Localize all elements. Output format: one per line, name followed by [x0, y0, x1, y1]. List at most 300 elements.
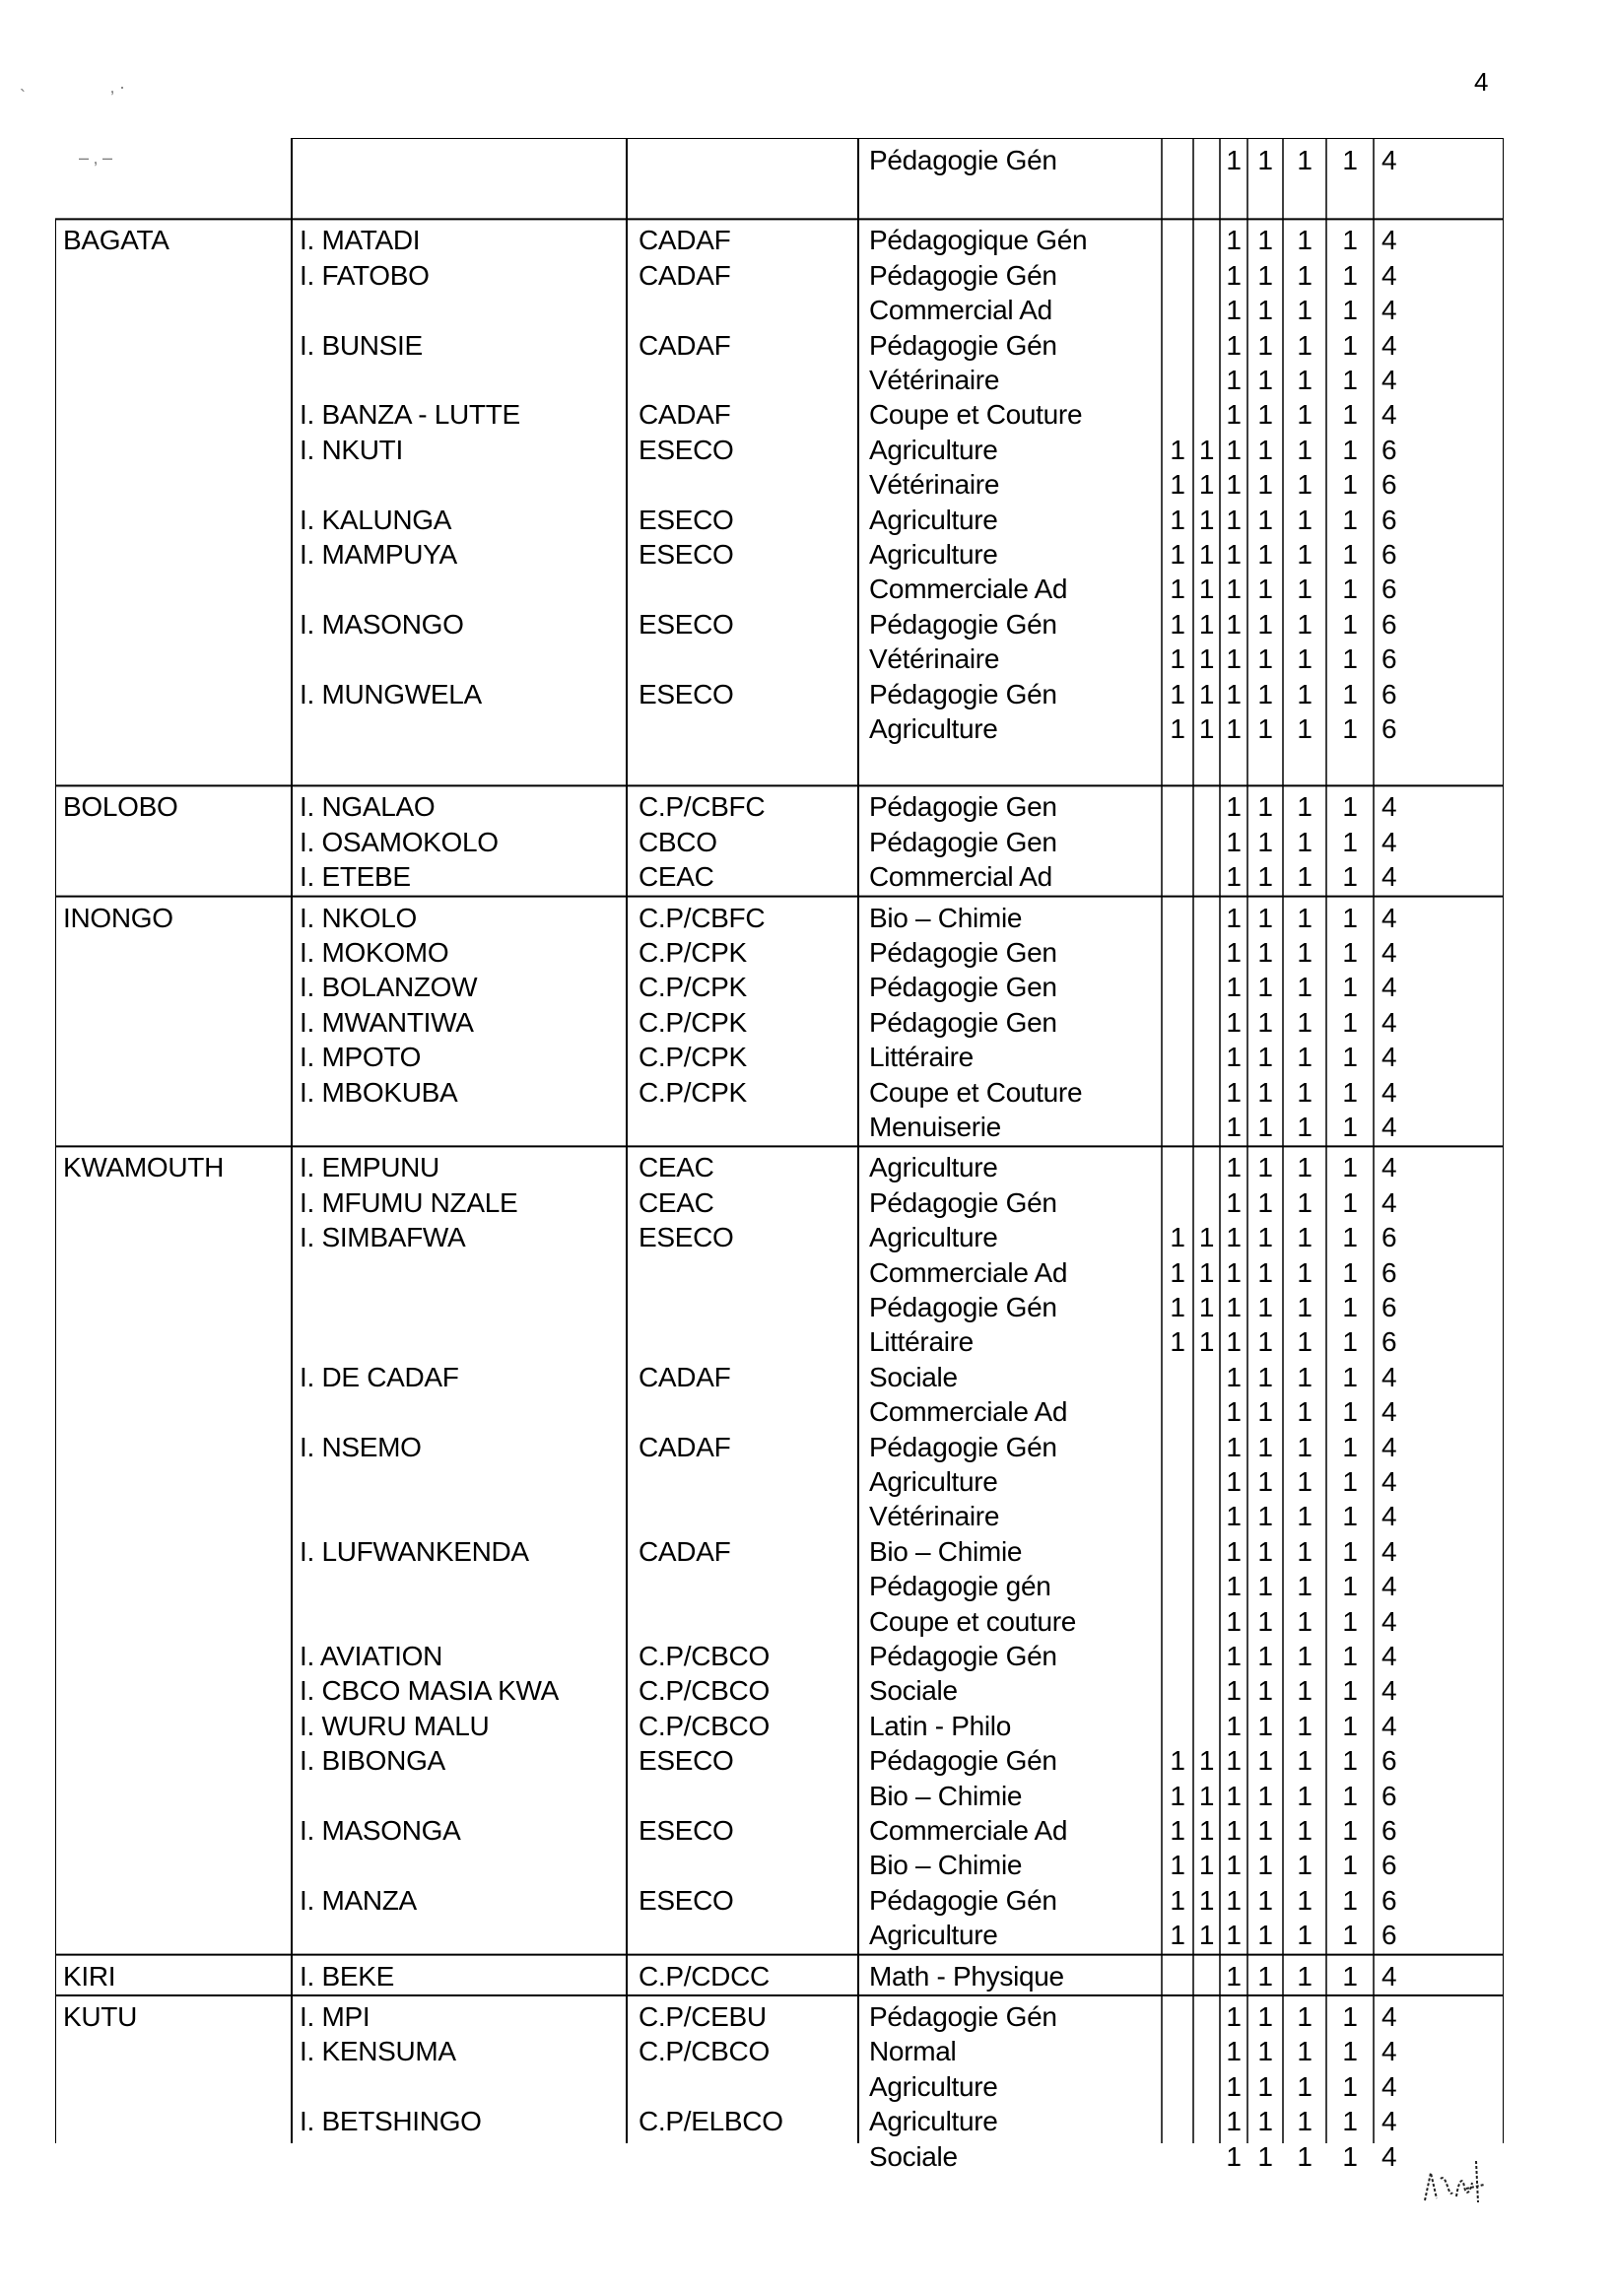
class-count-cell: 1 — [1257, 2036, 1273, 2067]
class-count-cell: 1 — [1297, 1884, 1313, 1916]
class-count-cell: 1 — [1257, 1571, 1273, 1602]
class-count-cell: 1 — [1257, 1326, 1273, 1358]
total-cell: 6 — [1381, 539, 1397, 570]
class-count-cell: 1 — [1198, 574, 1215, 605]
class-count-cell: 1 — [1226, 1361, 1242, 1392]
class-count-cell: 1 — [1342, 1605, 1358, 1637]
institution-cell: I. BIBONGA — [300, 1745, 445, 1777]
class-count-cell: 1 — [1342, 1222, 1358, 1253]
class-count-cell: 1 — [1257, 1186, 1273, 1218]
network-cell: ESECO — [639, 1815, 734, 1846]
institution-cell: I. MFUMU NZALE — [300, 1186, 518, 1218]
class-count-cell: 1 — [1342, 2001, 1358, 2032]
class-count-cell: 1 — [1297, 1006, 1313, 1038]
class-count-cell: 1 — [1257, 1960, 1273, 1992]
total-cell: 4 — [1381, 1571, 1397, 1602]
class-count-cell: 1 — [1297, 791, 1313, 823]
option-cell: Menuiserie — [869, 1112, 1001, 1142]
class-count-cell: 1 — [1297, 1292, 1313, 1322]
class-count-cell: 1 — [1226, 902, 1242, 933]
class-count-cell: 1 — [1342, 365, 1358, 395]
class-count-cell: 1 — [1342, 1042, 1358, 1073]
class-count-cell: 1 — [1297, 434, 1313, 465]
class-count-cell: 1 — [1297, 1641, 1313, 1671]
total-cell: 6 — [1381, 574, 1397, 605]
class-count-cell: 1 — [1226, 1152, 1242, 1183]
total-cell: 6 — [1381, 1920, 1397, 1951]
class-count-cell: 1 — [1257, 1292, 1273, 1322]
class-count-cell: 1 — [1297, 1501, 1313, 1532]
option-cell: Bio – Chimie — [869, 902, 1023, 933]
class-count-cell: 1 — [1297, 2070, 1313, 2102]
class-count-cell: 1 — [1257, 504, 1273, 535]
class-count-cell: 1 — [1257, 1605, 1273, 1637]
class-count-cell: 1 — [1226, 1884, 1242, 1916]
class-count-cell: 1 — [1297, 2106, 1313, 2137]
class-count-cell: 1 — [1198, 1884, 1215, 1916]
class-count-cell: 1 — [1257, 902, 1273, 933]
total-cell: 6 — [1381, 1256, 1397, 1288]
class-count-cell: 1 — [1257, 2001, 1273, 2032]
class-count-cell: 1 — [1297, 1222, 1313, 1253]
class-count-cell: 1 — [1297, 1256, 1313, 1288]
network-cell: ESECO — [639, 434, 734, 465]
class-count-cell: 1 — [1297, 329, 1313, 361]
network-cell: C.P/CBCO — [639, 1675, 770, 1707]
class-count-cell: 1 — [1342, 225, 1358, 256]
class-count-cell: 1 — [1342, 1256, 1358, 1288]
class-count-cell: 1 — [1170, 539, 1185, 570]
institution-cell: I. MASONGA — [300, 1815, 461, 1846]
class-count-cell: 1 — [1170, 434, 1185, 465]
option-cell: Vétérinaire — [869, 1501, 1000, 1532]
class-count-cell: 1 — [1342, 469, 1358, 501]
class-count-cell: 1 — [1257, 1535, 1273, 1567]
class-count-cell: 1 — [1342, 1361, 1358, 1392]
total-cell: 6 — [1381, 1292, 1397, 1322]
class-count-cell: 1 — [1198, 1292, 1215, 1322]
class-count-cell: 1 — [1342, 399, 1358, 431]
class-count-cell: 1 — [1226, 1675, 1242, 1707]
class-count-cell: 1 — [1226, 972, 1242, 1003]
total-cell: 4 — [1381, 861, 1397, 893]
class-count-cell: 1 — [1257, 1006, 1273, 1038]
class-count-cell: 1 — [1342, 329, 1358, 361]
class-count-cell: 1 — [1170, 1920, 1185, 1951]
class-count-cell: 1 — [1257, 259, 1273, 291]
class-count-cell: 1 — [1170, 1745, 1185, 1777]
class-count-cell: 1 — [1170, 713, 1185, 744]
class-count-cell: 1 — [1226, 2036, 1242, 2067]
class-count-cell: 1 — [1198, 539, 1215, 570]
class-count-cell: 1 — [1257, 1256, 1273, 1288]
class-count-cell: 1 — [1257, 861, 1273, 893]
option-cell: Commercial Ad — [869, 295, 1052, 326]
class-count-cell: 1 — [1297, 1745, 1313, 1777]
institution-cell: I. EMPUNU — [300, 1152, 439, 1183]
total-cell: 6 — [1381, 678, 1397, 709]
class-count-cell: 1 — [1342, 1710, 1358, 1741]
total-cell: 4 — [1381, 902, 1397, 933]
total-cell: 4 — [1381, 1605, 1397, 1637]
class-count-cell: 1 — [1342, 1920, 1358, 1951]
total-cell: 4 — [1381, 1535, 1397, 1567]
class-count-cell: 1 — [1257, 574, 1273, 605]
total-cell: 4 — [1381, 225, 1397, 256]
class-count-cell: 1 — [1342, 1850, 1358, 1881]
class-count-cell: 1 — [1226, 1920, 1242, 1951]
institution-cell: I. BEKE — [300, 1960, 394, 1992]
total-cell: 4 — [1381, 1431, 1397, 1462]
class-count-cell: 1 — [1297, 259, 1313, 291]
class-count-cell: 1 — [1297, 1112, 1313, 1142]
institution-cell: I. MASONGO — [300, 608, 464, 640]
network-cell: C.P/CBCO — [639, 1641, 770, 1671]
class-count-cell: 1 — [1226, 2070, 1242, 2102]
province-cell: BAGATA — [63, 225, 169, 256]
class-count-cell: 1 — [1257, 713, 1273, 744]
class-count-cell: 1 — [1297, 2140, 1313, 2172]
network-cell: C.P/CPK — [639, 1042, 747, 1073]
class-count-cell: 1 — [1342, 608, 1358, 640]
class-count-cell: 1 — [1257, 1780, 1273, 1811]
total-cell: 6 — [1381, 1780, 1397, 1811]
handwritten-initials — [1419, 2153, 1488, 2207]
total-cell: 4 — [1381, 2001, 1397, 2032]
network-cell: CBCO — [639, 826, 717, 857]
class-count-cell: 1 — [1342, 1501, 1358, 1532]
option-cell: Agriculture — [869, 434, 998, 465]
option-cell: Vétérinaire — [869, 469, 1000, 501]
institution-cell: I. MPI — [300, 2001, 370, 2032]
option-cell: Littéraire — [869, 1042, 974, 1073]
class-count-cell: 1 — [1257, 678, 1273, 709]
total-cell: 6 — [1381, 1326, 1397, 1358]
class-count-cell: 1 — [1170, 1815, 1185, 1846]
class-count-cell: 1 — [1257, 2106, 1273, 2137]
total-cell: 4 — [1381, 1361, 1397, 1392]
class-count-cell: 1 — [1342, 826, 1358, 857]
class-count-cell: 1 — [1342, 937, 1358, 968]
network-cell: C.P/CPK — [639, 972, 747, 1003]
class-count-cell: 1 — [1297, 1710, 1313, 1741]
class-count-cell: 1 — [1257, 1501, 1273, 1532]
class-count-cell: 1 — [1342, 1745, 1358, 1777]
option-cell: Normal — [869, 2036, 957, 2067]
class-count-cell: 1 — [1226, 295, 1242, 326]
total-cell: 6 — [1381, 608, 1397, 640]
total-cell: 4 — [1381, 1396, 1397, 1428]
class-count-cell: 1 — [1342, 2106, 1358, 2137]
option-cell: Pédagogie Gen — [869, 826, 1057, 857]
class-count-cell: 1 — [1226, 1186, 1242, 1218]
class-count-cell: 1 — [1257, 1745, 1273, 1777]
option-cell: Agriculture — [869, 2070, 998, 2102]
option-cell: Math - Physique — [869, 1960, 1064, 1992]
class-count-cell: 1 — [1226, 2001, 1242, 2032]
inspection-table — [55, 138, 1504, 2172]
class-count-cell: 1 — [1297, 1431, 1313, 1462]
option-cell: Agriculture — [869, 713, 998, 744]
option-cell: Bio – Chimie — [869, 1850, 1023, 1881]
option-cell: Bio – Chimie — [869, 1780, 1023, 1811]
class-count-cell: 1 — [1342, 2070, 1358, 2102]
class-count-cell: 1 — [1226, 937, 1242, 968]
class-count-cell: 1 — [1226, 1605, 1242, 1637]
class-count-cell: 1 — [1226, 539, 1242, 570]
class-count-cell: 1 — [1257, 1431, 1273, 1462]
class-count-cell: 1 — [1170, 574, 1185, 605]
class-count-cell: 1 — [1342, 1292, 1358, 1322]
scan-speck: ‒ ‚ ‒ — [79, 148, 113, 168]
class-count-cell: 1 — [1257, 365, 1273, 395]
class-count-cell: 1 — [1226, 145, 1242, 175]
class-count-cell: 1 — [1198, 1256, 1215, 1288]
class-count-cell: 1 — [1198, 469, 1215, 501]
class-count-cell: 1 — [1257, 1112, 1273, 1142]
class-count-cell: 1 — [1297, 504, 1313, 535]
class-count-cell: 1 — [1226, 259, 1242, 291]
class-count-cell: 1 — [1257, 539, 1273, 570]
class-count-cell: 1 — [1226, 365, 1242, 395]
total-cell: 4 — [1381, 1186, 1397, 1218]
class-count-cell: 1 — [1226, 1042, 1242, 1073]
class-count-cell: 1 — [1226, 1076, 1242, 1108]
institution-cell: I. NSEMO — [300, 1431, 422, 1462]
class-count-cell: 1 — [1342, 713, 1358, 744]
option-cell: Pédagogie Gen — [869, 972, 1057, 1003]
network-cell: ESECO — [639, 608, 734, 640]
class-count-cell: 1 — [1342, 1675, 1358, 1707]
class-count-cell: 1 — [1297, 469, 1313, 501]
class-count-cell: 1 — [1170, 1850, 1185, 1881]
class-count-cell: 1 — [1297, 608, 1313, 640]
option-cell: Commercial Ad — [869, 861, 1052, 893]
total-cell: 4 — [1381, 1042, 1397, 1073]
class-count-cell: 1 — [1257, 826, 1273, 857]
class-count-cell: 1 — [1257, 1850, 1273, 1881]
class-count-cell: 1 — [1342, 434, 1358, 465]
class-count-cell: 1 — [1342, 145, 1358, 175]
class-count-cell: 1 — [1198, 1780, 1215, 1811]
class-count-cell: 1 — [1226, 329, 1242, 361]
class-count-cell: 1 — [1226, 399, 1242, 431]
total-cell: 4 — [1381, 1152, 1397, 1183]
institution-cell: I. MUNGWELA — [300, 678, 482, 709]
institution-cell: I. NGALAO — [300, 791, 436, 823]
class-count-cell: 1 — [1170, 1780, 1185, 1811]
class-count-cell: 1 — [1226, 574, 1242, 605]
class-count-cell: 1 — [1342, 1006, 1358, 1038]
class-count-cell: 1 — [1297, 1186, 1313, 1218]
institution-cell: I. KALUNGA — [300, 504, 452, 535]
option-cell: Pédagogie Gén — [869, 2001, 1057, 2032]
class-count-cell: 1 — [1226, 1112, 1242, 1142]
option-cell: Vétérinaire — [869, 365, 1000, 395]
option-cell: Bio – Chimie — [869, 1535, 1023, 1567]
class-count-cell: 1 — [1342, 861, 1358, 893]
option-cell: Pédagogie Gen — [869, 1006, 1057, 1038]
class-count-cell: 1 — [1297, 1960, 1313, 1992]
option-cell: Commerciale Ad — [869, 574, 1068, 605]
class-count-cell: 1 — [1297, 1850, 1313, 1881]
class-count-cell: 1 — [1257, 469, 1273, 501]
class-count-cell: 1 — [1226, 1535, 1242, 1567]
network-cell: ESECO — [639, 1745, 734, 1777]
class-count-cell: 1 — [1342, 1780, 1358, 1811]
class-count-cell: 1 — [1226, 1850, 1242, 1881]
class-count-cell: 1 — [1257, 434, 1273, 465]
total-cell: 4 — [1381, 1466, 1397, 1497]
class-count-cell: 1 — [1226, 1501, 1242, 1532]
class-count-cell: 1 — [1226, 791, 1242, 823]
total-cell: 4 — [1381, 1710, 1397, 1741]
institution-cell: I. LUFWANKENDA — [300, 1535, 529, 1567]
network-cell: CADAF — [639, 1361, 731, 1392]
class-count-cell: 1 — [1170, 504, 1185, 535]
institution-cell: I. BANZA - LUTTE — [300, 399, 520, 431]
class-count-cell: 1 — [1257, 937, 1273, 968]
institution-cell: I. MPOTO — [300, 1042, 422, 1073]
total-cell: 4 — [1381, 2140, 1397, 2172]
class-count-cell: 1 — [1342, 902, 1358, 933]
class-count-cell: 1 — [1297, 2001, 1313, 2032]
class-count-cell: 1 — [1297, 902, 1313, 933]
institution-cell: I. SIMBAFWA — [300, 1222, 466, 1253]
class-count-cell: 1 — [1297, 1780, 1313, 1811]
total-cell: 6 — [1381, 1884, 1397, 1916]
province-cell: KWAMOUTH — [63, 1152, 224, 1183]
option-cell: Agriculture — [869, 504, 998, 535]
total-cell: 6 — [1381, 1850, 1397, 1881]
institution-cell: I. NKOLO — [300, 902, 417, 933]
total-cell: 4 — [1381, 365, 1397, 395]
class-count-cell: 1 — [1257, 329, 1273, 361]
class-count-cell: 1 — [1257, 1152, 1273, 1183]
option-cell: Agriculture — [869, 1466, 998, 1497]
class-count-cell: 1 — [1170, 1222, 1185, 1253]
class-count-cell: 1 — [1226, 1006, 1242, 1038]
option-cell: Pédagogie Gén — [869, 608, 1057, 640]
option-cell: Commerciale Ad — [869, 1396, 1068, 1428]
class-count-cell: 1 — [1170, 1292, 1185, 1322]
total-cell: 4 — [1381, 972, 1397, 1003]
class-count-cell: 1 — [1297, 1920, 1313, 1951]
class-count-cell: 1 — [1342, 1326, 1358, 1358]
class-count-cell: 1 — [1342, 678, 1358, 709]
class-count-cell: 1 — [1257, 1675, 1273, 1707]
total-cell: 4 — [1381, 937, 1397, 968]
total-cell: 4 — [1381, 2070, 1397, 2102]
option-cell: Agriculture — [869, 539, 998, 570]
class-count-cell: 1 — [1257, 972, 1273, 1003]
class-count-cell: 1 — [1226, 469, 1242, 501]
class-count-cell: 1 — [1342, 295, 1358, 326]
option-cell: Pédagogie Gén — [869, 259, 1057, 291]
network-cell: C.P/CBCO — [639, 2036, 770, 2067]
page-number: 4 — [1474, 67, 1489, 97]
class-count-cell: 1 — [1297, 861, 1313, 893]
class-count-cell: 1 — [1226, 678, 1242, 709]
class-count-cell: 1 — [1342, 1535, 1358, 1567]
option-cell: Coupe et Couture — [869, 1076, 1083, 1108]
class-count-cell: 1 — [1257, 295, 1273, 326]
class-count-cell: 1 — [1297, 399, 1313, 431]
class-count-cell: 1 — [1342, 643, 1358, 675]
option-cell: Sociale — [869, 1675, 958, 1707]
class-count-cell: 1 — [1257, 1042, 1273, 1073]
class-count-cell: 1 — [1257, 1815, 1273, 1846]
network-cell: CADAF — [639, 225, 731, 256]
class-count-cell: 1 — [1226, 643, 1242, 675]
class-count-cell: 1 — [1226, 434, 1242, 465]
institution-cell: I. AVIATION — [300, 1641, 443, 1671]
class-count-cell: 1 — [1257, 1920, 1273, 1951]
total-cell: 4 — [1381, 1006, 1397, 1038]
option-cell: Pédagogie Gen — [869, 791, 1057, 823]
class-count-cell: 1 — [1198, 504, 1215, 535]
class-count-cell: 1 — [1257, 399, 1273, 431]
network-cell: CADAF — [639, 1535, 731, 1567]
total-cell: 6 — [1381, 434, 1397, 465]
total-cell: 4 — [1381, 1076, 1397, 1108]
option-cell: Pédagogique Gén — [869, 225, 1088, 256]
class-count-cell: 1 — [1297, 1396, 1313, 1428]
class-count-cell: 1 — [1257, 1466, 1273, 1497]
class-count-cell: 1 — [1342, 1431, 1358, 1462]
network-cell: C.P/CBFC — [639, 791, 766, 823]
class-count-cell: 1 — [1198, 1326, 1215, 1358]
class-count-cell: 1 — [1342, 1466, 1358, 1497]
network-cell: CADAF — [639, 1431, 731, 1462]
class-count-cell: 1 — [1226, 608, 1242, 640]
class-count-cell: 1 — [1342, 1884, 1358, 1916]
class-count-cell: 1 — [1226, 1780, 1242, 1811]
option-cell: Pédagogie Gén — [869, 145, 1057, 175]
option-cell: Pédagogie Gén — [869, 678, 1057, 709]
institution-cell: I. MWANTIWA — [300, 1006, 474, 1038]
class-count-cell: 1 — [1297, 1152, 1313, 1183]
institution-cell: I. BOLANZOW — [300, 972, 478, 1003]
option-cell: Pédagogie Gén — [869, 1186, 1057, 1218]
class-count-cell: 1 — [1257, 145, 1273, 175]
class-count-cell: 1 — [1257, 608, 1273, 640]
class-count-cell: 1 — [1297, 1076, 1313, 1108]
class-count-cell: 1 — [1198, 434, 1215, 465]
option-cell: Coupe et couture — [869, 1605, 1077, 1637]
class-count-cell: 1 — [1297, 225, 1313, 256]
total-cell: 6 — [1381, 1745, 1397, 1777]
class-count-cell: 1 — [1226, 1292, 1242, 1322]
class-count-cell: 1 — [1342, 574, 1358, 605]
class-count-cell: 1 — [1198, 1222, 1215, 1253]
class-count-cell: 1 — [1297, 937, 1313, 968]
class-count-cell: 1 — [1342, 259, 1358, 291]
class-count-cell: 1 — [1226, 1745, 1242, 1777]
total-cell: 6 — [1381, 1815, 1397, 1846]
class-count-cell: 1 — [1342, 1186, 1358, 1218]
scan-speck: ‚ · — [110, 77, 125, 97]
class-count-cell: 1 — [1198, 713, 1215, 744]
institution-cell: I. CBCO MASIA KWA — [300, 1675, 560, 1707]
option-cell: Agriculture — [869, 2106, 998, 2137]
class-count-cell: 1 — [1257, 1361, 1273, 1392]
total-cell: 4 — [1381, 329, 1397, 361]
total-cell: 4 — [1381, 826, 1397, 857]
option-cell: Agriculture — [869, 1920, 998, 1951]
option-cell: Vétérinaire — [869, 643, 1000, 675]
network-cell: C.P/CEBU — [639, 2001, 767, 2032]
